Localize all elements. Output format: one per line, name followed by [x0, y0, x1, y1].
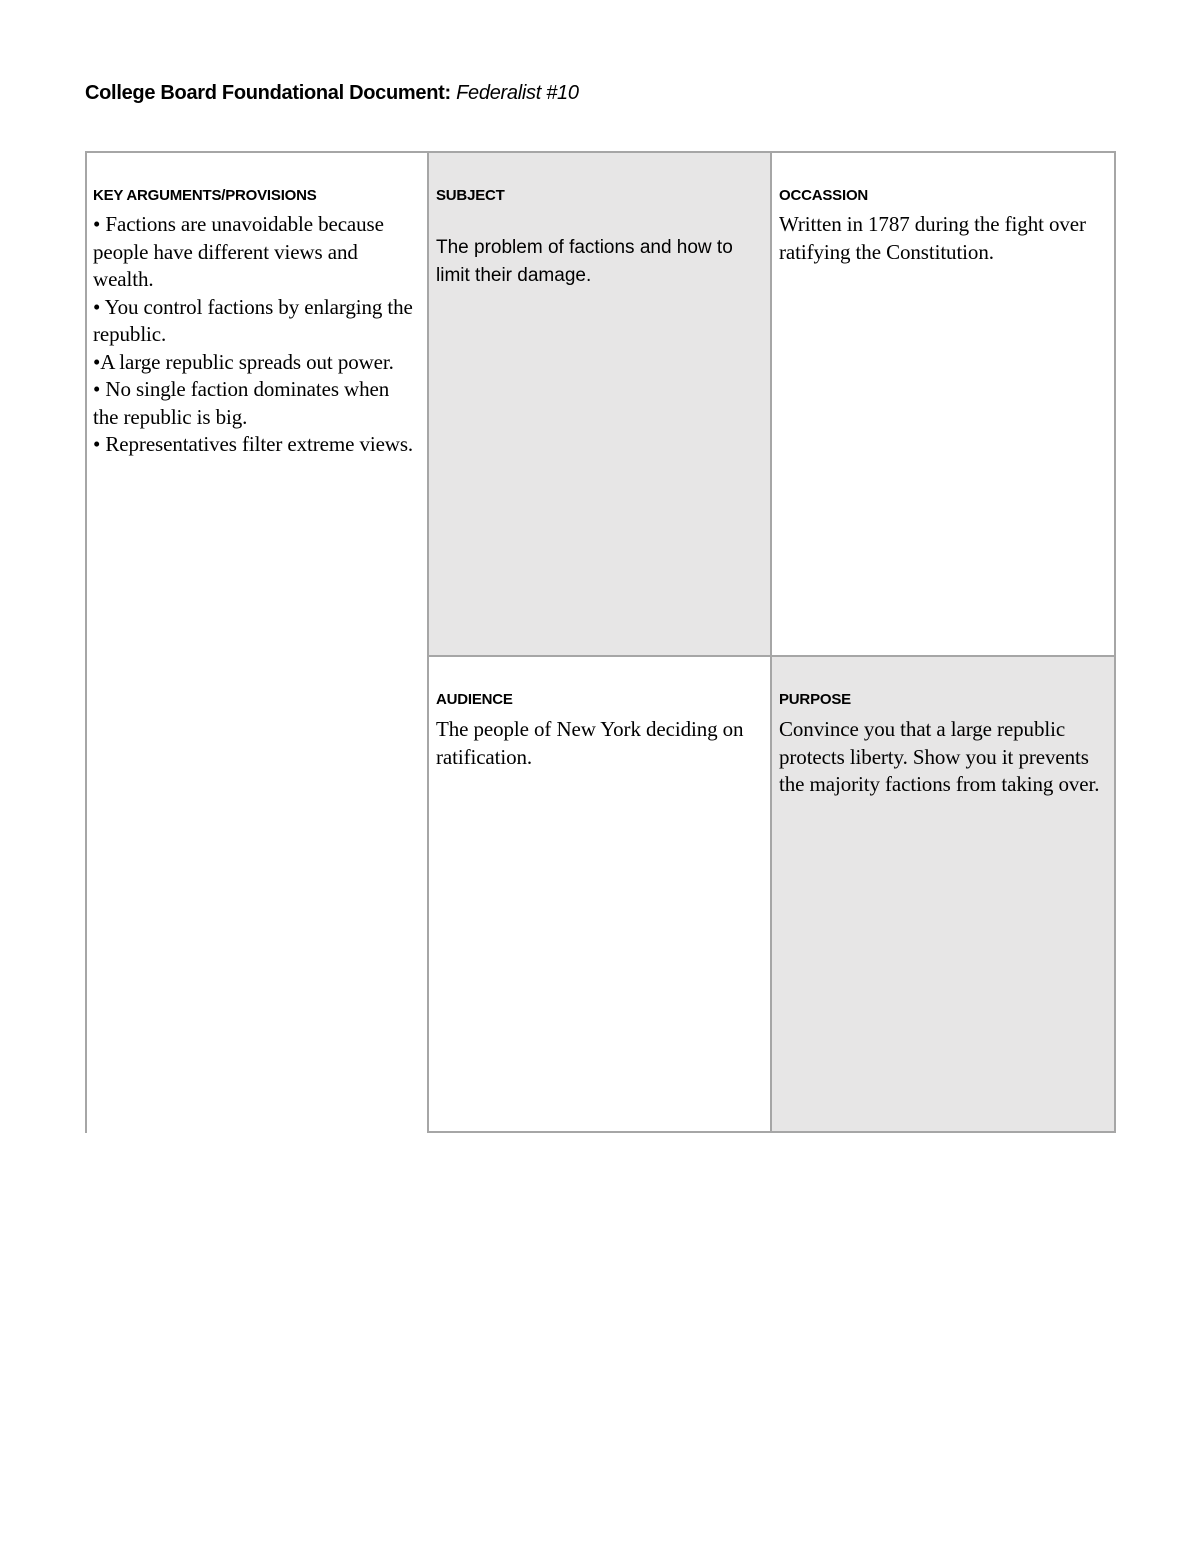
- table-border-bottom: [427, 1131, 1116, 1133]
- subject-cell: [428, 152, 771, 656]
- table-border-left: [85, 151, 87, 1133]
- purpose-text: Convince you that a large republic protects liberty. Show you it prevents the majority factions from taking over.: [779, 717, 1100, 796]
- purpose-label: PURPOSE: [779, 691, 851, 708]
- audience-label: AUDIENCE: [436, 691, 513, 708]
- table-row-divider: [427, 655, 1116, 657]
- table-divider-2: [770, 151, 772, 1133]
- subject-text: The problem of factions and how to limit their damage.: [436, 237, 733, 286]
- key-arguments-label: KEY ARGUMENTS/PROVISIONS: [93, 187, 317, 204]
- list-item: •A large republic spreads out power.: [93, 349, 394, 374]
- table-border-right: [1114, 151, 1116, 1133]
- occasion-label: OCCASSION: [779, 187, 869, 204]
- list-item: • You control factions by enlarging the republic.: [93, 294, 413, 346]
- list-item: • Representatives filter extreme views.: [93, 432, 414, 456]
- audience-text: The people of New York deciding on ratification.: [436, 717, 744, 769]
- page-title-italic: Federalist #10: [456, 82, 579, 104]
- page-title-bold: College Board Foundational Document:: [85, 82, 451, 104]
- subject-label: SUBJECT: [436, 187, 505, 204]
- page-title: [85, 82, 579, 105]
- table-divider-1: [427, 151, 429, 1133]
- occasion-text: Written in 1787 during the fight over ratifying the Constitution.: [779, 212, 1086, 264]
- table-border-top: [85, 151, 1116, 153]
- key-arguments-list: [93, 211, 415, 459]
- list-item: • No single faction dominates when the republic is big.: [93, 377, 390, 429]
- list-item: • Factions are unavoidable because people have different views and wealth.: [93, 212, 384, 291]
